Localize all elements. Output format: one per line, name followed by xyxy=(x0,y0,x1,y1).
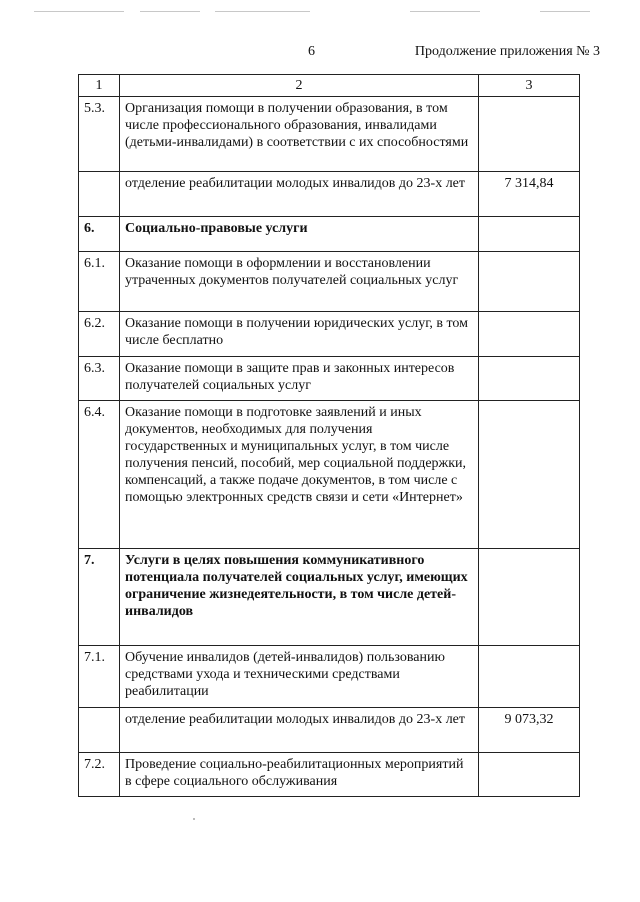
column-header: 1 xyxy=(79,75,120,97)
scan-line xyxy=(140,11,200,12)
appendix-continuation-label: Продолжение приложения № 3 xyxy=(414,44,600,59)
section-title: Социально-правовые услуги xyxy=(120,217,479,252)
row-amount xyxy=(479,312,580,357)
row-number: 7.1. xyxy=(79,646,120,708)
row-number: 6.4. xyxy=(79,401,120,549)
row-amount xyxy=(479,646,580,708)
row-amount: 7 314,84 xyxy=(479,172,580,217)
row-number: 6.2. xyxy=(79,312,120,357)
row-number: 7.2. xyxy=(79,753,120,797)
service-name: отделение реабилитации молодых инвалидов до 23-х лет xyxy=(120,708,479,753)
row-number: 5.3. xyxy=(79,97,120,172)
table-row xyxy=(79,357,580,401)
table-row xyxy=(79,646,580,708)
service-name: Оказание помощи в подготовке заявлений и иных документов, необходимых для получения государственных и муниципальных услуг, в том числе получения пенсий, пособий, мер социальной поддержки, компенсаций, а также подаче документов, в том числе с помощью электронных средств связи и сети «Интернет» xyxy=(120,401,479,549)
services-table xyxy=(78,74,580,797)
service-name: Оказание помощи в защите прав и законных интересов получателей социальных услуг xyxy=(120,357,479,401)
row-number: 6. xyxy=(79,217,120,252)
section-title: Услуги в целях повышения коммуникативного потенциала получателей социальных услуг, имеющих ограничение жизнедеятельности, в том числе детей-инвалидов xyxy=(120,549,479,646)
table-row xyxy=(79,549,580,646)
table-row xyxy=(79,252,580,312)
scan-line xyxy=(215,11,310,12)
row-amount xyxy=(479,252,580,312)
table-row xyxy=(79,708,580,753)
row-number xyxy=(79,708,120,753)
column-header: 3 xyxy=(479,75,580,97)
row-amount xyxy=(479,401,580,549)
table-header-row xyxy=(79,75,580,97)
table-row xyxy=(79,312,580,357)
service-name: Организация помощи в получении образования, в том числе профессионального образования, инвалидами (детьми-инвалидами) в соответствии с их способностями xyxy=(120,97,479,172)
table-row xyxy=(79,401,580,549)
row-number: 6.1. xyxy=(79,252,120,312)
column-header: 2 xyxy=(120,75,479,97)
row-amount xyxy=(479,357,580,401)
service-name: отделение реабилитации молодых инвалидов до 23-х лет xyxy=(120,172,479,217)
table-row xyxy=(79,97,580,172)
service-name: Оказание помощи в оформлении и восстановлении утраченных документов получателей социальных услуг xyxy=(120,252,479,312)
table-row xyxy=(79,217,580,252)
service-name: Оказание помощи в получении юридических услуг, в том числе бесплатно xyxy=(120,312,479,357)
service-name: Обучение инвалидов (детей-инвалидов) пользованию средствами ухода и техническими средствами реабилитации xyxy=(120,646,479,708)
table-row xyxy=(79,172,580,217)
scan-speck xyxy=(193,818,195,820)
row-amount xyxy=(479,217,580,252)
row-amount xyxy=(479,753,580,797)
page-number: 6 xyxy=(308,44,315,59)
service-name: Проведение социально-реабилитационных мероприятий в сфере социального обслуживания xyxy=(120,753,479,797)
row-amount xyxy=(479,549,580,646)
table-row xyxy=(79,753,580,797)
row-amount xyxy=(479,97,580,172)
row-number xyxy=(79,172,120,217)
scan-line xyxy=(34,11,124,12)
row-amount: 9 073,32 xyxy=(479,708,580,753)
scan-line xyxy=(410,11,480,12)
row-number: 7. xyxy=(79,549,120,646)
row-number: 6.3. xyxy=(79,357,120,401)
scan-line xyxy=(540,11,590,12)
